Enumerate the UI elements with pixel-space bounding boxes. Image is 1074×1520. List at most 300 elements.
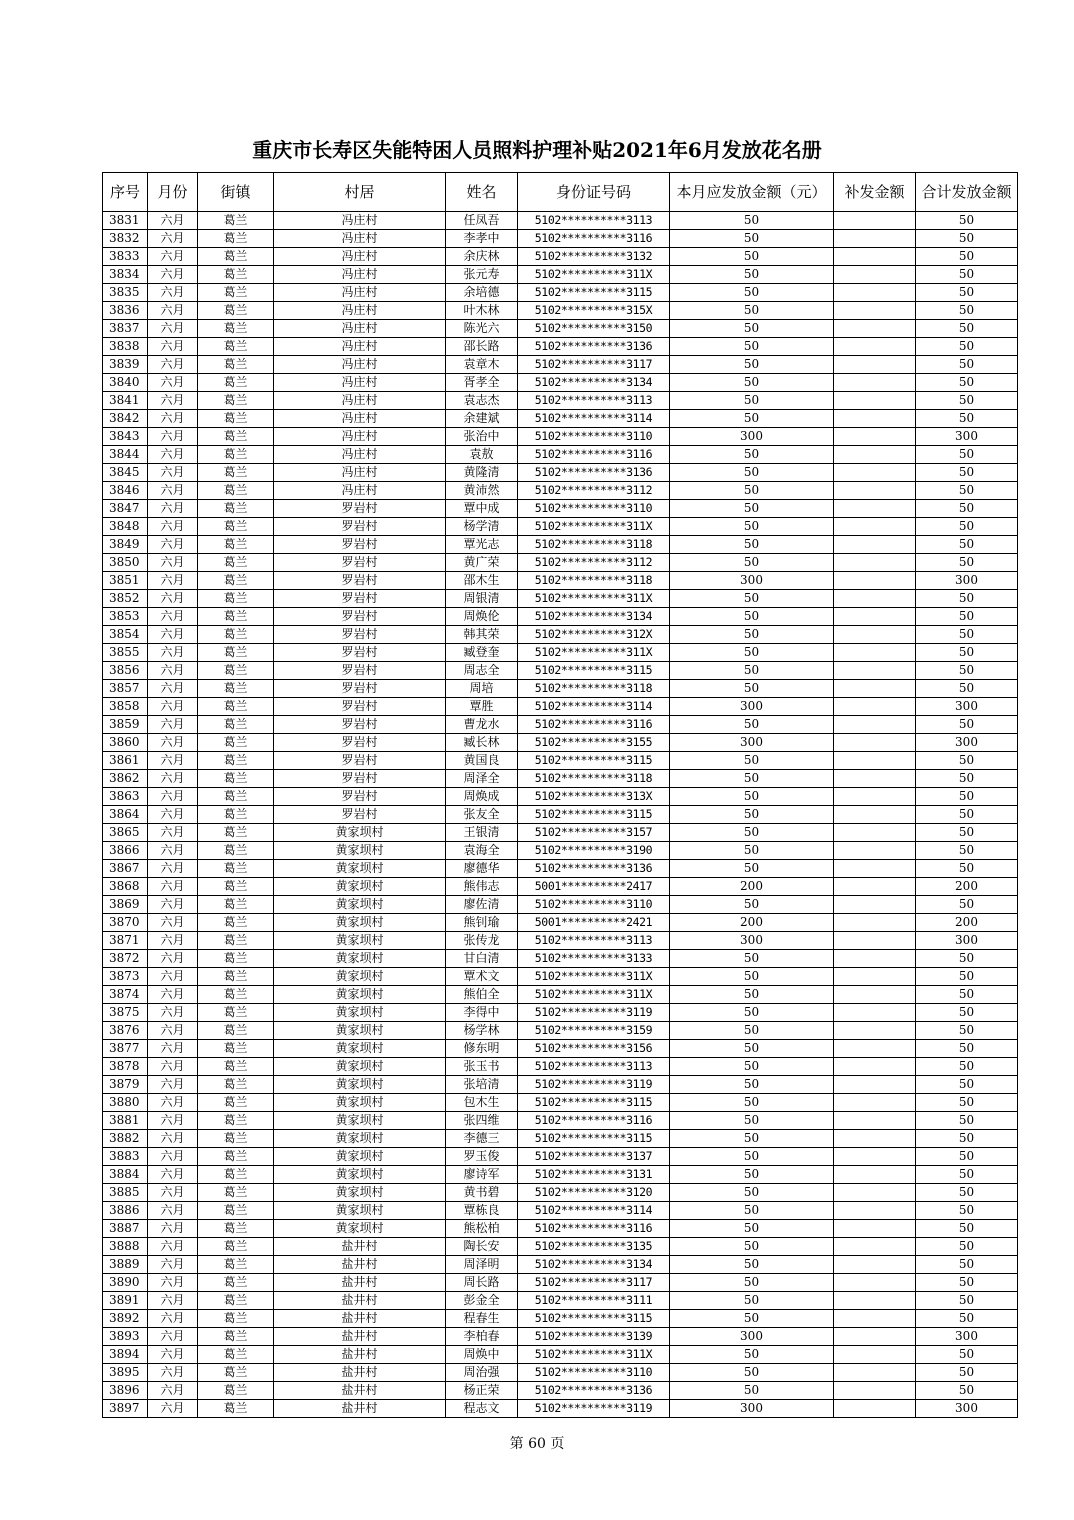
cell-total: 50: [916, 1310, 1018, 1328]
cell-supplement: [834, 1364, 916, 1382]
cell-amount: 50: [670, 266, 834, 284]
table-row: [103, 410, 1018, 428]
cell-name: 袁章木: [446, 356, 518, 374]
cell-seq: 3864: [103, 806, 148, 824]
cell-town: 葛兰: [198, 896, 274, 914]
cell-month: 六月: [148, 842, 198, 860]
cell-town: 葛兰: [198, 1256, 274, 1274]
cell-total: 50: [916, 896, 1018, 914]
cell-seq: 3869: [103, 896, 148, 914]
cell-id-number: 5102**********3136: [518, 338, 670, 356]
cell-village: 罗岩村: [274, 572, 446, 590]
cell-month: 六月: [148, 824, 198, 842]
cell-total: 300: [916, 1328, 1018, 1346]
cell-total: 50: [916, 392, 1018, 410]
cell-amount: 50: [670, 464, 834, 482]
table-row: [103, 680, 1018, 698]
cell-name: 廖德华: [446, 860, 518, 878]
cell-total: 50: [916, 626, 1018, 644]
cell-id-number: 5102**********3113: [518, 212, 670, 230]
cell-name: 袁敖: [446, 446, 518, 464]
cell-seq: 3833: [103, 248, 148, 266]
cell-name: 陶长安: [446, 1238, 518, 1256]
cell-amount: 50: [670, 842, 834, 860]
table-row: [103, 1040, 1018, 1058]
cell-month: 六月: [148, 716, 198, 734]
cell-town: 葛兰: [198, 932, 274, 950]
cell-supplement: [834, 1166, 916, 1184]
table-row: [103, 788, 1018, 806]
cell-supplement: [834, 1220, 916, 1238]
table-row: [103, 626, 1018, 644]
cell-name: 余建斌: [446, 410, 518, 428]
cell-supplement: [834, 662, 916, 680]
cell-seq: 3837: [103, 320, 148, 338]
cell-amount: 50: [670, 590, 834, 608]
cell-town: 葛兰: [198, 392, 274, 410]
cell-amount: 50: [670, 896, 834, 914]
cell-name: 黄广荣: [446, 554, 518, 572]
table-row: [103, 590, 1018, 608]
cell-seq: 3842: [103, 410, 148, 428]
cell-amount: 50: [670, 554, 834, 572]
cell-supplement: [834, 1256, 916, 1274]
cell-name: 袁海全: [446, 842, 518, 860]
cell-seq: 3872: [103, 950, 148, 968]
cell-supplement: [834, 590, 916, 608]
cell-total: 50: [916, 248, 1018, 266]
cell-month: 六月: [148, 1094, 198, 1112]
table-row: [103, 482, 1018, 500]
cell-month: 六月: [148, 608, 198, 626]
cell-name: 熊伟志: [446, 878, 518, 896]
cell-month: 六月: [148, 986, 198, 1004]
cell-supplement: [834, 860, 916, 878]
cell-name: 胥孝全: [446, 374, 518, 392]
cell-name: 周治强: [446, 1364, 518, 1382]
table-row: [103, 1328, 1018, 1346]
cell-total: 50: [916, 860, 1018, 878]
cell-town: 葛兰: [198, 644, 274, 662]
cell-seq: 3890: [103, 1274, 148, 1292]
cell-supplement: [834, 1040, 916, 1058]
cell-name: 李柏春: [446, 1328, 518, 1346]
cell-seq: 3883: [103, 1148, 148, 1166]
cell-id-number: 5102**********3115: [518, 284, 670, 302]
cell-amount: 50: [670, 1220, 834, 1238]
cell-month: 六月: [148, 1004, 198, 1022]
cell-supplement: [834, 1310, 916, 1328]
cell-amount: 300: [670, 1328, 834, 1346]
cell-total: 50: [916, 968, 1018, 986]
table-header-row: [103, 173, 1018, 212]
cell-amount: 50: [670, 1040, 834, 1058]
cell-supplement: [834, 338, 916, 356]
header-month: 月份: [148, 173, 198, 212]
cell-total: 300: [916, 428, 1018, 446]
cell-name: 张传龙: [446, 932, 518, 950]
cell-supplement: [834, 1238, 916, 1256]
cell-amount: 50: [670, 752, 834, 770]
cell-seq: 3891: [103, 1292, 148, 1310]
cell-supplement: [834, 1130, 916, 1148]
cell-total: 50: [916, 950, 1018, 968]
table-row: [103, 284, 1018, 302]
cell-month: 六月: [148, 500, 198, 518]
cell-seq: 3854: [103, 626, 148, 644]
table-row: [103, 1022, 1018, 1040]
cell-town: 葛兰: [198, 284, 274, 302]
cell-month: 六月: [148, 518, 198, 536]
cell-id-number: 5102**********3156: [518, 1040, 670, 1058]
table-row: [103, 734, 1018, 752]
table-row: [103, 770, 1018, 788]
cell-supplement: [834, 1292, 916, 1310]
cell-supplement: [834, 932, 916, 950]
cell-id-number: 5001**********2417: [518, 878, 670, 896]
cell-month: 六月: [148, 1148, 198, 1166]
cell-seq: 3836: [103, 302, 148, 320]
cell-village: 罗岩村: [274, 500, 446, 518]
cell-village: 黄家坝村: [274, 1112, 446, 1130]
cell-town: 葛兰: [198, 770, 274, 788]
cell-amount: 50: [670, 716, 834, 734]
cell-village: 罗岩村: [274, 770, 446, 788]
header-total: 合计发放金额: [916, 173, 1018, 212]
table-row: [103, 1130, 1018, 1148]
cell-seq: 3853: [103, 608, 148, 626]
cell-total: 50: [916, 212, 1018, 230]
cell-village: 罗岩村: [274, 806, 446, 824]
cell-village: 罗岩村: [274, 608, 446, 626]
header-supplement: 补发金额: [834, 173, 916, 212]
cell-supplement: [834, 536, 916, 554]
cell-town: 葛兰: [198, 1022, 274, 1040]
cell-seq: 3884: [103, 1166, 148, 1184]
cell-amount: 300: [670, 734, 834, 752]
table-row: [103, 824, 1018, 842]
cell-month: 六月: [148, 1076, 198, 1094]
cell-name: 邵长路: [446, 338, 518, 356]
cell-name: 邵木生: [446, 572, 518, 590]
cell-town: 葛兰: [198, 1004, 274, 1022]
cell-total: 50: [916, 1058, 1018, 1076]
cell-total: 50: [916, 680, 1018, 698]
cell-amount: 50: [670, 986, 834, 1004]
cell-total: 200: [916, 878, 1018, 896]
cell-seq: 3879: [103, 1076, 148, 1094]
cell-name: 杨学清: [446, 518, 518, 536]
cell-amount: 50: [670, 320, 834, 338]
cell-name: 廖诗军: [446, 1166, 518, 1184]
cell-village: 盐井村: [274, 1328, 446, 1346]
cell-amount: 50: [670, 1274, 834, 1292]
cell-amount: 50: [670, 248, 834, 266]
cell-seq: 3867: [103, 860, 148, 878]
cell-village: 黄家坝村: [274, 896, 446, 914]
cell-id-number: 5102**********3118: [518, 572, 670, 590]
cell-id-number: 5102**********3159: [518, 1022, 670, 1040]
cell-name: 熊伯全: [446, 986, 518, 1004]
table-row: [103, 518, 1018, 536]
cell-amount: 50: [670, 1346, 834, 1364]
cell-name: 彭金全: [446, 1292, 518, 1310]
cell-supplement: [834, 1346, 916, 1364]
cell-name: 包木生: [446, 1094, 518, 1112]
cell-total: 50: [916, 1238, 1018, 1256]
table-row: [103, 1274, 1018, 1292]
cell-seq: 3861: [103, 752, 148, 770]
cell-name: 覃术文: [446, 968, 518, 986]
cell-town: 葛兰: [198, 806, 274, 824]
cell-month: 六月: [148, 1382, 198, 1400]
table-row: [103, 968, 1018, 986]
cell-month: 六月: [148, 1292, 198, 1310]
cell-total: 300: [916, 698, 1018, 716]
table-row: [103, 248, 1018, 266]
table-row: [103, 1238, 1018, 1256]
cell-id-number: 5102**********3118: [518, 536, 670, 554]
cell-id-number: 5102**********3134: [518, 1256, 670, 1274]
cell-supplement: [834, 626, 916, 644]
cell-amount: 50: [670, 824, 834, 842]
cell-total: 50: [916, 1292, 1018, 1310]
cell-town: 葛兰: [198, 428, 274, 446]
cell-id-number: 5102**********3116: [518, 716, 670, 734]
table-row: [103, 1076, 1018, 1094]
cell-id-number: 5102**********3155: [518, 734, 670, 752]
cell-town: 葛兰: [198, 212, 274, 230]
cell-seq: 3878: [103, 1058, 148, 1076]
cell-village: 冯庄村: [274, 428, 446, 446]
cell-total: 50: [916, 806, 1018, 824]
cell-town: 葛兰: [198, 536, 274, 554]
cell-amount: 50: [670, 212, 834, 230]
cell-name: 黄隆清: [446, 464, 518, 482]
cell-village: 黄家坝村: [274, 1022, 446, 1040]
cell-town: 葛兰: [198, 572, 274, 590]
cell-town: 葛兰: [198, 338, 274, 356]
cell-supplement: [834, 824, 916, 842]
cell-seq: 3889: [103, 1256, 148, 1274]
cell-amount: 50: [670, 1076, 834, 1094]
cell-seq: 3832: [103, 230, 148, 248]
table-row: [103, 860, 1018, 878]
table-row: [103, 896, 1018, 914]
cell-name: 张培清: [446, 1076, 518, 1094]
cell-total: 50: [916, 482, 1018, 500]
cell-supplement: [834, 302, 916, 320]
cell-id-number: 5102**********3116: [518, 1220, 670, 1238]
cell-seq: 3852: [103, 590, 148, 608]
cell-name: 张友全: [446, 806, 518, 824]
cell-total: 50: [916, 1130, 1018, 1148]
table-row: [103, 338, 1018, 356]
cell-total: 50: [916, 644, 1018, 662]
cell-town: 葛兰: [198, 464, 274, 482]
cell-id-number: 5102**********3112: [518, 482, 670, 500]
header-village: 村居: [274, 173, 446, 212]
cell-id-number: 5102**********3135: [518, 1238, 670, 1256]
cell-amount: 50: [670, 860, 834, 878]
cell-total: 50: [916, 464, 1018, 482]
cell-supplement: [834, 842, 916, 860]
cell-amount: 50: [670, 1130, 834, 1148]
cell-town: 葛兰: [198, 1184, 274, 1202]
cell-month: 六月: [148, 770, 198, 788]
header-town: 街镇: [198, 173, 274, 212]
cell-id-number: 5102**********3119: [518, 1076, 670, 1094]
cell-name: 覃光志: [446, 536, 518, 554]
cell-village: 黄家坝村: [274, 1166, 446, 1184]
cell-month: 六月: [148, 626, 198, 644]
cell-supplement: [834, 356, 916, 374]
cell-amount: 50: [670, 1022, 834, 1040]
cell-town: 葛兰: [198, 860, 274, 878]
cell-village: 冯庄村: [274, 356, 446, 374]
page-number: 第 60 页: [509, 1436, 565, 1452]
cell-name: 李得中: [446, 1004, 518, 1022]
cell-month: 六月: [148, 1130, 198, 1148]
table-row: [103, 1256, 1018, 1274]
cell-supplement: [834, 698, 916, 716]
cell-seq: 3876: [103, 1022, 148, 1040]
cell-seq: 3834: [103, 266, 148, 284]
cell-id-number: 5102**********3118: [518, 680, 670, 698]
cell-seq: 3885: [103, 1184, 148, 1202]
cell-month: 六月: [148, 1040, 198, 1058]
cell-id-number: 5102**********3115: [518, 752, 670, 770]
cell-amount: 50: [670, 302, 834, 320]
cell-name: 罗玉俊: [446, 1148, 518, 1166]
cell-town: 葛兰: [198, 1166, 274, 1184]
cell-village: 黄家坝村: [274, 914, 446, 932]
cell-amount: 50: [670, 446, 834, 464]
cell-month: 六月: [148, 590, 198, 608]
cell-id-number: 5102**********3115: [518, 1094, 670, 1112]
cell-village: 盐井村: [274, 1364, 446, 1382]
table-row: [103, 1112, 1018, 1130]
cell-name: 李德三: [446, 1130, 518, 1148]
cell-month: 六月: [148, 1256, 198, 1274]
cell-supplement: [834, 968, 916, 986]
cell-id-number: 5102**********3111: [518, 1292, 670, 1310]
cell-town: 葛兰: [198, 230, 274, 248]
cell-amount: 300: [670, 1400, 834, 1418]
cell-village: 盐井村: [274, 1256, 446, 1274]
cell-village: 冯庄村: [274, 446, 446, 464]
cell-id-number: 5102**********311X: [518, 590, 670, 608]
cell-month: 六月: [148, 338, 198, 356]
cell-total: 50: [916, 1382, 1018, 1400]
cell-seq: 3863: [103, 788, 148, 806]
cell-town: 葛兰: [198, 1382, 274, 1400]
cell-total: 50: [916, 536, 1018, 554]
cell-month: 六月: [148, 410, 198, 428]
cell-amount: 200: [670, 914, 834, 932]
cell-town: 葛兰: [198, 482, 274, 500]
table-row: [103, 1346, 1018, 1364]
cell-town: 葛兰: [198, 680, 274, 698]
cell-seq: 3865: [103, 824, 148, 842]
table-row: [103, 1202, 1018, 1220]
cell-month: 六月: [148, 446, 198, 464]
cell-amount: 50: [670, 608, 834, 626]
cell-amount: 50: [670, 680, 834, 698]
cell-month: 六月: [148, 356, 198, 374]
cell-village: 黄家坝村: [274, 824, 446, 842]
cell-total: 50: [916, 662, 1018, 680]
cell-month: 六月: [148, 554, 198, 572]
cell-id-number: 5102**********3116: [518, 230, 670, 248]
cell-supplement: [834, 806, 916, 824]
cell-supplement: [834, 878, 916, 896]
table-row: [103, 392, 1018, 410]
table-row: [103, 302, 1018, 320]
cell-town: 葛兰: [198, 1130, 274, 1148]
cell-month: 六月: [148, 950, 198, 968]
cell-total: 50: [916, 1166, 1018, 1184]
cell-total: 50: [916, 1094, 1018, 1112]
cell-month: 六月: [148, 896, 198, 914]
table-row: [103, 464, 1018, 482]
table-row: [103, 914, 1018, 932]
cell-month: 六月: [148, 680, 198, 698]
cell-id-number: 5102**********3136: [518, 1382, 670, 1400]
cell-total: 50: [916, 590, 1018, 608]
cell-total: 50: [916, 1004, 1018, 1022]
cell-id-number: 5102**********313X: [518, 788, 670, 806]
cell-seq: 3840: [103, 374, 148, 392]
cell-village: 黄家坝村: [274, 1004, 446, 1022]
cell-month: 六月: [148, 1364, 198, 1382]
table-row: [103, 1184, 1018, 1202]
table-row: [103, 1400, 1018, 1418]
cell-seq: 3838: [103, 338, 148, 356]
cell-seq: 3875: [103, 1004, 148, 1022]
cell-seq: 3888: [103, 1238, 148, 1256]
cell-total: 300: [916, 572, 1018, 590]
cell-id-number: 5102**********3119: [518, 1004, 670, 1022]
table-body: [103, 212, 1018, 1418]
header-id: 身份证号码: [518, 173, 670, 212]
cell-id-number: 5102**********3110: [518, 896, 670, 914]
cell-seq: 3868: [103, 878, 148, 896]
cell-total: 50: [916, 1364, 1018, 1382]
cell-id-number: 5102**********3113: [518, 1058, 670, 1076]
cell-amount: 300: [670, 932, 834, 950]
cell-village: 冯庄村: [274, 410, 446, 428]
cell-total: 50: [916, 1346, 1018, 1364]
cell-supplement: [834, 1148, 916, 1166]
cell-id-number: 5102**********3136: [518, 860, 670, 878]
cell-amount: 200: [670, 878, 834, 896]
cell-seq: 3859: [103, 716, 148, 734]
table-row: [103, 1166, 1018, 1184]
cell-name: 甘白清: [446, 950, 518, 968]
cell-supplement: [834, 770, 916, 788]
cell-seq: 3886: [103, 1202, 148, 1220]
cell-town: 葛兰: [198, 266, 274, 284]
cell-id-number: 5102**********311X: [518, 518, 670, 536]
cell-supplement: [834, 788, 916, 806]
cell-name: 曹龙水: [446, 716, 518, 734]
cell-town: 葛兰: [198, 1310, 274, 1328]
cell-month: 六月: [148, 536, 198, 554]
header-seq: 序号: [103, 173, 148, 212]
table-row: [103, 698, 1018, 716]
cell-supplement: [834, 1202, 916, 1220]
